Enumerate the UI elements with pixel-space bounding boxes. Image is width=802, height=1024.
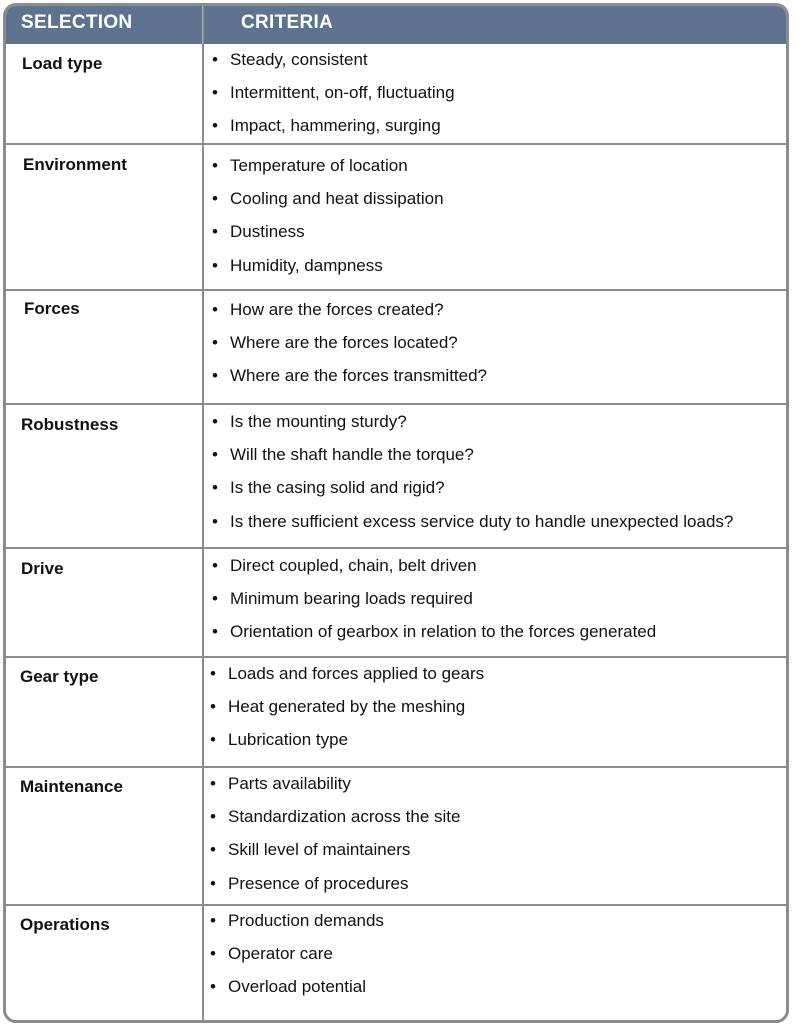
criteria-item bbox=[210, 664, 484, 684]
criteria-item-text: Production demands bbox=[228, 911, 384, 930]
criteria-item bbox=[212, 222, 305, 242]
criteria-item bbox=[210, 730, 348, 750]
bullet-icon: • bbox=[210, 873, 216, 893]
criteria-item-text: Overload potential bbox=[228, 977, 366, 997]
bullet-icon: • bbox=[212, 366, 218, 386]
criteria-item-text: Skill level of maintainers bbox=[228, 840, 411, 860]
criteria-item-text: Steady, consistent bbox=[230, 50, 368, 69]
criteria-item bbox=[212, 333, 458, 353]
bullet-icon: • bbox=[210, 697, 216, 717]
criteria-item-text: Cooling and heat dissipation bbox=[230, 189, 444, 209]
criteria-item bbox=[212, 189, 444, 209]
row-label: Gear type bbox=[20, 667, 99, 686]
criteria-item bbox=[212, 445, 474, 465]
criteria-item-text: Where are the forces located? bbox=[230, 333, 458, 353]
bullet-icon: • bbox=[212, 189, 218, 209]
table-row bbox=[6, 44, 786, 144]
bullet-icon: • bbox=[210, 774, 216, 793]
criteria-item-text: Is there sufficient excess service duty to handle unexpected loads? bbox=[230, 511, 734, 531]
row-label: Environment bbox=[23, 155, 127, 174]
bullet-icon: • bbox=[212, 622, 218, 642]
criteria-item-text: Orientation of gearbox in relation to the forces generated bbox=[230, 622, 657, 642]
criteria-item-text: Where are the forces transmitted? bbox=[230, 366, 488, 386]
criteria-item-text: Intermittent, on-off, fluctuating bbox=[230, 83, 455, 103]
bullet-icon: • bbox=[212, 222, 218, 242]
selection-column-header: SELECTION bbox=[21, 12, 133, 33]
bullet-icon: • bbox=[212, 511, 218, 531]
criteria-item-text: Heat generated by the meshing bbox=[228, 697, 466, 717]
criteria-item bbox=[212, 556, 477, 576]
bullet-icon: • bbox=[212, 478, 218, 498]
criteria-item bbox=[212, 300, 444, 320]
bullet-icon: • bbox=[210, 664, 216, 683]
criteria-item bbox=[210, 807, 460, 827]
row-label: Forces bbox=[24, 299, 80, 318]
bullet-icon: • bbox=[212, 300, 218, 319]
criteria-item bbox=[212, 50, 368, 70]
header-column-divider bbox=[202, 6, 203, 44]
table-row bbox=[6, 905, 786, 1020]
bullet-icon: • bbox=[212, 556, 218, 575]
criteria-item-text: Operator care bbox=[228, 944, 333, 964]
bullet-icon: • bbox=[212, 333, 218, 353]
criteria-item-text: How are the forces created? bbox=[230, 300, 444, 319]
criteria-item-text: Presence of procedures bbox=[228, 873, 409, 893]
criteria-item-text: Minimum bearing loads required bbox=[230, 589, 473, 609]
bullet-icon: • bbox=[212, 116, 218, 136]
criteria-item bbox=[212, 512, 733, 532]
row-label: Load type bbox=[22, 54, 103, 73]
bullet-icon: • bbox=[212, 589, 218, 609]
table-header bbox=[6, 6, 786, 44]
criteria-item bbox=[212, 412, 407, 432]
criteria-item bbox=[212, 156, 408, 176]
bullet-icon: • bbox=[210, 911, 216, 930]
bullet-icon: • bbox=[212, 50, 218, 69]
bullet-icon: • bbox=[210, 977, 216, 997]
criteria-item-text: Will the shaft handle the torque? bbox=[230, 445, 474, 465]
bullet-icon: • bbox=[210, 840, 216, 860]
table-row bbox=[6, 144, 786, 290]
bullet-icon: • bbox=[210, 944, 216, 964]
bullet-icon: • bbox=[212, 445, 218, 465]
criteria-item-text: Loads and forces applied to gears bbox=[228, 664, 485, 683]
bullet-icon: • bbox=[212, 255, 218, 275]
criteria-item bbox=[212, 256, 383, 276]
row-label: Robustness bbox=[21, 415, 119, 434]
criteria-item-text: Humidity, dampness bbox=[230, 255, 383, 275]
criteria-column-header: CRITERIA bbox=[241, 12, 334, 33]
table-row bbox=[6, 767, 786, 905]
criteria-item-text: Standardization across the site bbox=[228, 807, 461, 827]
criteria-item bbox=[210, 977, 366, 997]
criteria-item bbox=[210, 774, 351, 794]
criteria-item-text: Is the casing solid and rigid? bbox=[230, 478, 445, 498]
criteria-item-text: Impact, hammering, surging bbox=[230, 116, 441, 136]
row-label: Maintenance bbox=[20, 777, 123, 796]
row-label: Drive bbox=[21, 559, 64, 578]
criteria-item bbox=[212, 478, 445, 498]
bullet-icon: • bbox=[210, 730, 216, 750]
table-row bbox=[6, 657, 786, 767]
criteria-item bbox=[212, 83, 455, 103]
table-row bbox=[6, 290, 786, 404]
criteria-item bbox=[210, 874, 409, 894]
criteria-item-text: Dustiness bbox=[230, 222, 305, 242]
criteria-item bbox=[212, 622, 656, 642]
bullet-icon: • bbox=[210, 807, 216, 827]
criteria-item bbox=[210, 697, 465, 717]
criteria-item bbox=[210, 944, 333, 964]
row-label: Operations bbox=[20, 915, 110, 934]
criteria-item bbox=[212, 116, 441, 136]
criteria-item-text: Is the mounting sturdy? bbox=[230, 412, 407, 431]
criteria-item-text: Lubrication type bbox=[228, 730, 349, 750]
bullet-icon: • bbox=[212, 83, 218, 103]
bullet-icon: • bbox=[212, 156, 218, 175]
criteria-item bbox=[212, 589, 473, 609]
criteria-item-text: Temperature of location bbox=[230, 156, 408, 175]
criteria-item bbox=[210, 911, 384, 931]
bullet-icon: • bbox=[212, 412, 218, 431]
table-row bbox=[6, 404, 786, 548]
table-row bbox=[6, 548, 786, 657]
criteria-item-text: Direct coupled, chain, belt driven bbox=[230, 556, 477, 575]
criteria-item-text: Parts availability bbox=[228, 774, 351, 793]
criteria-item bbox=[212, 366, 487, 386]
criteria-table bbox=[3, 3, 789, 1023]
criteria-item bbox=[210, 840, 410, 860]
